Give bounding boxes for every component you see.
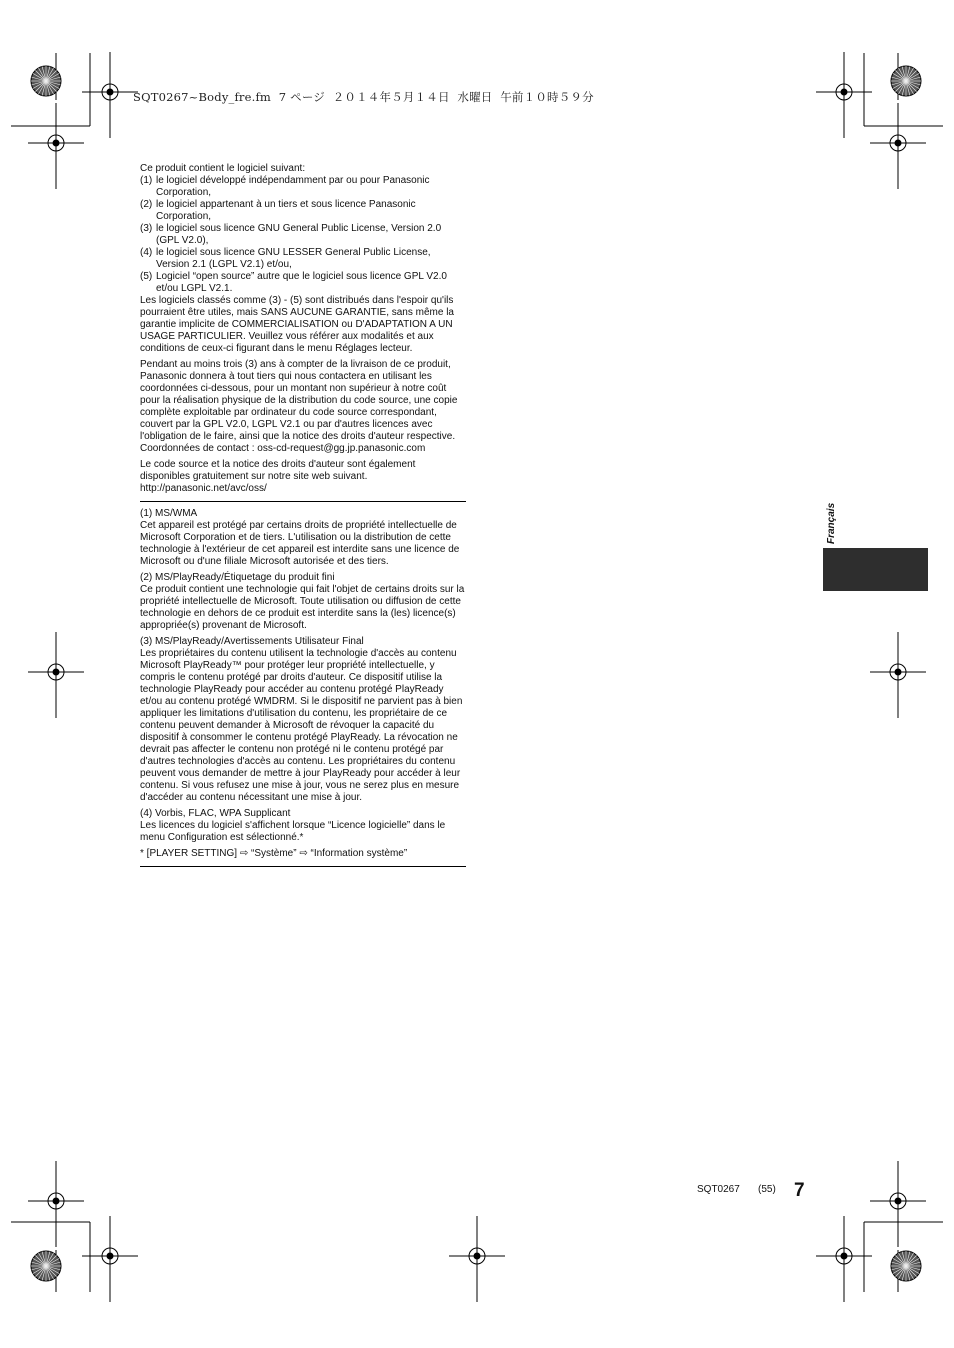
language-tab <box>823 548 928 591</box>
license-heading: (2) MS/PlayReady/Étiquetage du produit fini <box>140 572 335 583</box>
page-number: 7 <box>794 1180 805 1201</box>
starburst-mark-icon <box>31 1251 61 1281</box>
website-paragraph: Le code source et la notice des droits d'auteur sont également disponibles gratuitement sur notre site web suivant. http://panasonic.net/avc/oss/ <box>140 459 416 494</box>
website-link[interactable]: http://panasonic.net/avc/oss/ <box>140 483 267 494</box>
list-item: (5) Logiciel “open source” autre que le logiciel sous licence GPL V2.0 et/ou LGPL V2.1. <box>140 271 447 294</box>
license-heading: (1) MS/WMA <box>140 508 198 519</box>
registration-target-icon <box>28 632 84 718</box>
license-block <box>140 636 466 804</box>
license-block <box>140 808 466 844</box>
starburst-mark-icon <box>31 66 61 96</box>
model-code: SQT0267 <box>697 1184 740 1195</box>
warranty-paragraph: Les logiciels classés comme (3) - (5) sont distribués dans l'espoir qu'ils pourraient être utiles, mais SANS AUCUNE GARANTIE, sans même la garantie implicite de COMMERCIALISATION ou D'ADAPTATION A UN USAGE PARTICULIER. Veuillez vous référer aux modalités et aux conditions de ceux-ci figurant dans le menu Réglages lecteur. <box>140 295 454 354</box>
intro-text: Ce produit contient le logiciel suivant: <box>140 163 306 174</box>
main-content <box>140 163 466 873</box>
license-body: Ce produit contient une technologie qui fait l'objet de certains droits sur la propriété intellectuelle de Microsoft. Toute utilisation ou diffusion de cette technologie en dehors de ce produit est interdite sans la (les) licence(s) appropriée(s) provenant de Microsoft. <box>140 584 465 631</box>
list-item: (3) le logiciel sous licence GNU General Public License, Version 2.0 (GPL V2.0), <box>140 223 442 246</box>
registration-target-icon <box>28 103 84 189</box>
license-block <box>140 572 466 632</box>
starburst-mark-icon <box>891 1251 921 1281</box>
registration-target-icon <box>870 632 926 718</box>
license-body: Les licences du logiciel s'affichent lorsque “Licence logicielle” dans le menu Configuration est sélectionné.* <box>140 820 446 843</box>
license-heading: (3) MS/PlayReady/Avertissements Utilisateur Final <box>140 636 364 647</box>
registration-target-icon <box>870 1161 926 1247</box>
source-offer-paragraph: Pendant au moins trois (3) ans à compter de la livraison de ce produit, Panasonic donnera à tout tiers qui nous contactera en utilisant les coordonnées ci-dessous, pour un montant non supérieur à notre coût pour la réalisation physique de la distribution du code source, une copie complète exploitable par ordinateur du code source correspondant, couvert par la GPL V2.0, LGPL V2.1 ou par d'autres licences avec l'obligation de le faire, ainsi que la notice des droits d'auteur respective. Coordonnées de contact : oss-cd-request@gg.jp.panasonic.com <box>140 359 458 454</box>
sub-page-number: (55) <box>758 1184 776 1195</box>
license-block <box>140 508 466 568</box>
footnote: * [PLAYER SETTING] ⇨ “Système” ⇨ “Information système” <box>140 848 408 859</box>
list-item: (2) le logiciel appartenant à un tiers et sous licence Panasonic Corporation, <box>140 199 416 222</box>
divider <box>140 501 466 502</box>
registration-target-icon <box>449 1216 505 1302</box>
registration-target-icon <box>870 103 926 189</box>
list-item: (4) le logiciel sous licence GNU LESSER General Public License, Version 2.1 (LGPL V2.1) et/ou, <box>140 247 431 270</box>
divider <box>140 866 466 867</box>
list-item: (1) le logiciel développé indépendamment par ou pour Panasonic Corporation, <box>140 175 430 198</box>
license-body: Les propriétaires du contenu utilisent la technologie d'accès au contenu Microsoft PlayReady™ pour protéger leur propriété intellectuelle, y compris le contenu protégé par droits d'auteur. Ce dispositif utilise la technologie PlayReady pour accéder au contenu protégé PlayReady et/ou au contenu protégé WMDRM. Si le dispositif ne parvient pas à bien appliquer les limitations d'utilisation du contenu, les propriétaire de ce contenu peuvent demander à Microsoft de révoquer la capacité du dispositif à consommer le contenu protégé PlayReady. La révocation ne devrait pas affecter le contenu non protégé ni le contenu protégé par d'autres technologies d'accès au contenu. Les propriétaires du contenu peuvent vous demander de mettre à jour PlayReady pour accéder à leur contenu. Si vous refusez une mise à jour, vous ne serez plus en mesure d'accéder au contenu nécessitant une mise à jour. <box>140 648 463 803</box>
software-list <box>140 175 466 295</box>
language-label: Français <box>826 502 837 544</box>
license-body: Cet appareil est protégé par certains droits de propriété intellectuelle de Microsoft Corporation et de tiers. L'utilisation ou la distribution de cette technologie à l'extérieur de cet appareil est interdite sans une licence de Microsoft ou d'une filiale Microsoft autorisée et des tiers. <box>140 520 460 567</box>
contact-line: Coordonnées de contact : oss-cd-request@gg.jp.panasonic.com <box>140 443 426 454</box>
license-heading: (4) Vorbis, FLAC, WPA Supplicant <box>140 808 291 819</box>
starburst-mark-icon <box>891 66 921 96</box>
file-slug: SQT0267~Body_fre.fm 7 ページ ２０１４年５月１４日 水曜日 午前１０時５９分 <box>133 90 594 104</box>
registration-target-icon <box>28 1161 84 1247</box>
